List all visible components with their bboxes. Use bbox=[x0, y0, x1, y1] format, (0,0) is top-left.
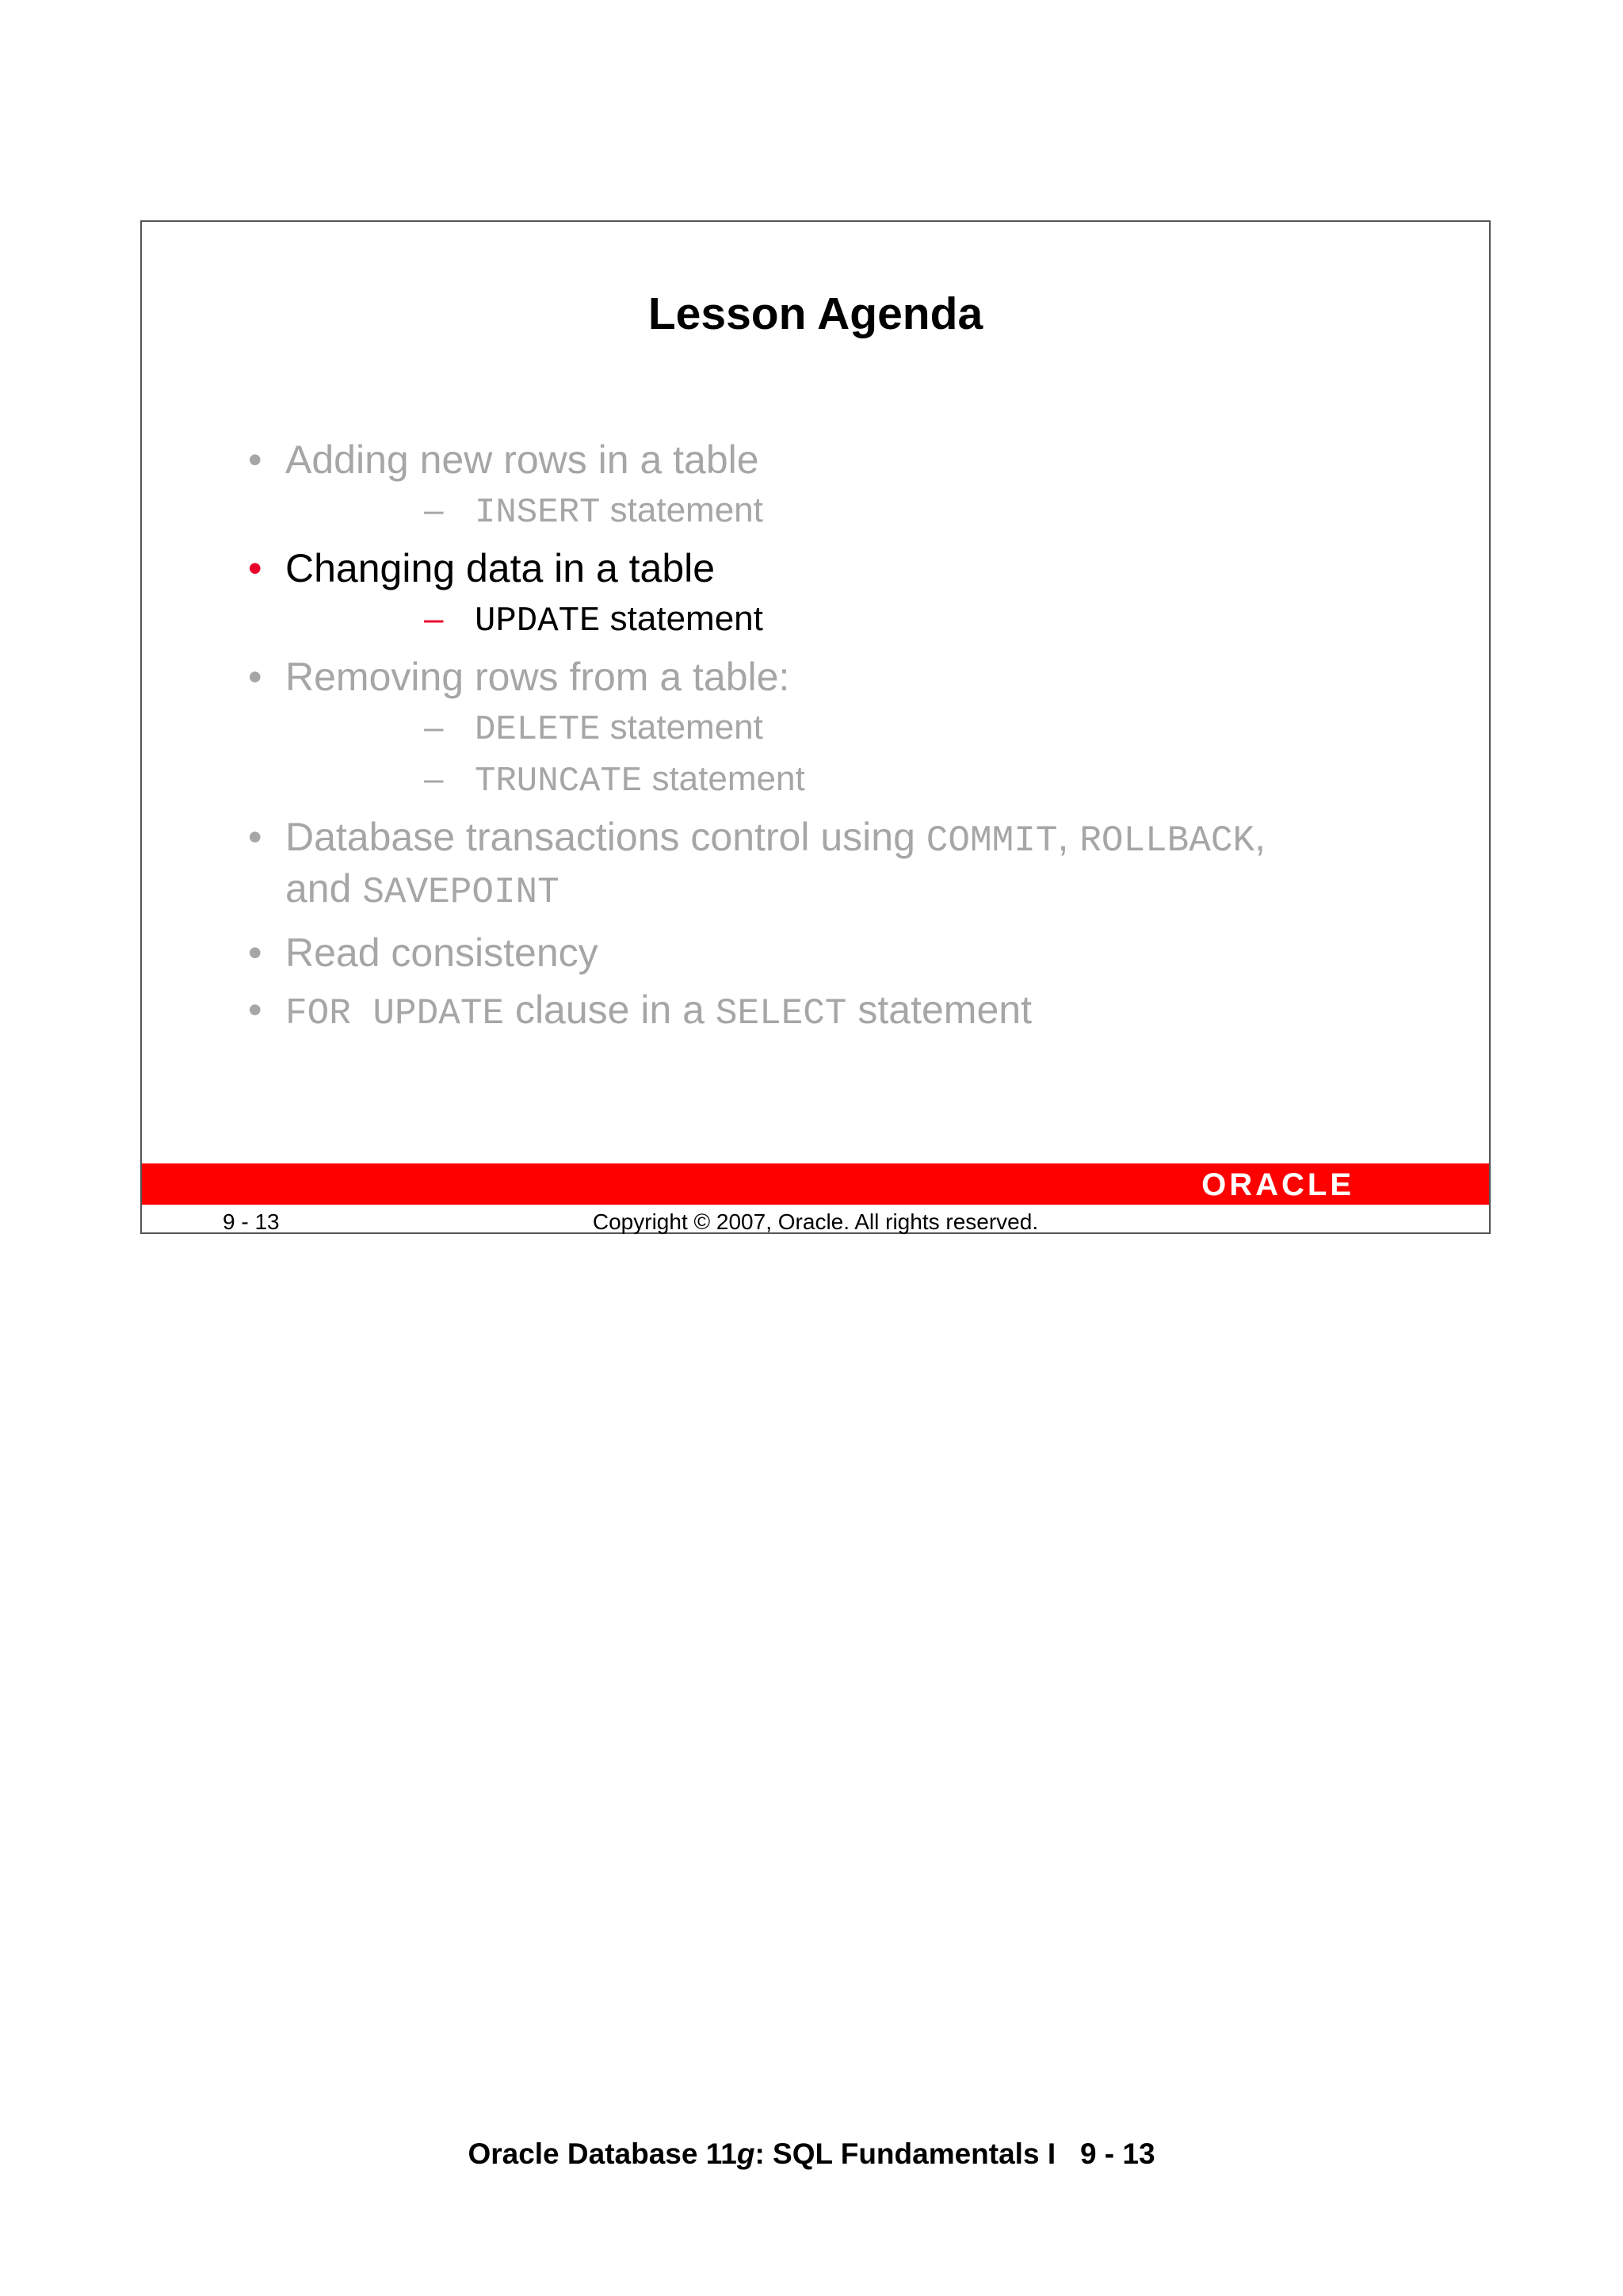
dash-icon: – bbox=[424, 708, 444, 747]
slide-title: Lesson Agenda bbox=[647, 288, 983, 339]
bullet-icon: • bbox=[248, 988, 262, 1032]
agenda-item-transactions: • Database transactions control using COMMIT, ROLLBACK, and SAVEPOINT bbox=[248, 815, 1266, 913]
dash-icon: – bbox=[424, 491, 444, 529]
footer-red-bar bbox=[142, 1163, 1489, 1205]
dash-icon: – bbox=[424, 599, 444, 638]
agenda-item-adding-rows: • Adding new rows in a table bbox=[248, 437, 759, 482]
agenda-subitem-delete: – DELETE statement bbox=[248, 705, 1437, 752]
agenda-list bbox=[248, 436, 1437, 1037]
page-footer: Oracle Database 11g: SQL Fundamentals I 9 - 13 bbox=[468, 2137, 1155, 2170]
agenda-item-removing-rows: • Removing rows from a table: bbox=[248, 655, 790, 699]
bullet-icon: • bbox=[248, 815, 262, 859]
agenda-item-changing-data: • Changing data in a table bbox=[248, 546, 716, 590]
dash-icon: – bbox=[424, 759, 444, 798]
agenda-subitem-truncate: – TRUNCATE statement bbox=[248, 757, 1437, 804]
copyright: Copyright © 2007, Oracle. All rights reserved. bbox=[592, 1209, 1039, 1234]
bullet-icon: • bbox=[248, 930, 262, 975]
bullet-icon: • bbox=[248, 655, 262, 699]
slide bbox=[140, 220, 1491, 1234]
bullet-icon: • bbox=[248, 546, 262, 590]
agenda-item-for-update: • FOR UPDATE clause in a SELECT statement bbox=[248, 988, 1032, 1034]
agenda-item-read-consistency: • Read consistency bbox=[248, 930, 598, 975]
agenda-subitem-update: – UPDATE statement bbox=[248, 597, 1437, 644]
bullet-icon: • bbox=[248, 437, 262, 482]
oracle-logo: ORACLE bbox=[1201, 1167, 1354, 1202]
slide-number: 9 - 13 bbox=[223, 1209, 280, 1234]
agenda-subitem-insert: – INSERT statement bbox=[248, 488, 1437, 535]
